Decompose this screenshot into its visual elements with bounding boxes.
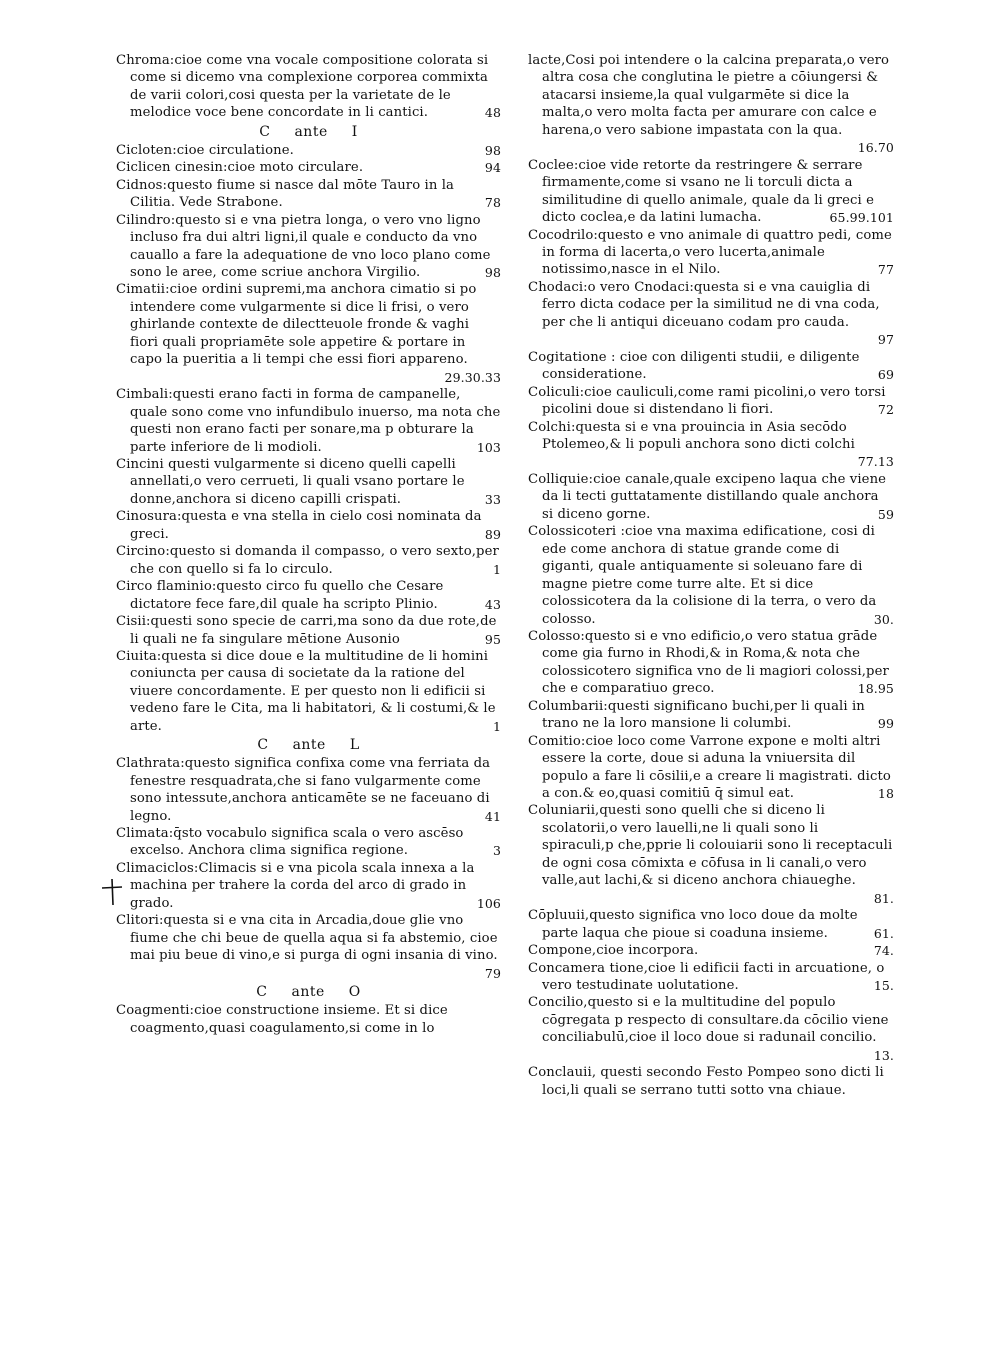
right-column: [528, 52, 894, 1099]
glossary-entry: [528, 157, 894, 227]
glossary-entry: [528, 628, 894, 698]
section-heading: [116, 735, 501, 755]
glossary-entry: [528, 349, 894, 384]
heading-part: C: [256, 984, 268, 1001]
glossary-entry: [116, 648, 501, 735]
entry-text: Climata:q̄sto vocabulo significa scala o vero ascēso excelso. Anchora clima significa regione.: [116, 826, 464, 859]
entry-text: Ciclicen cinesin:cioe moto circulare.: [116, 160, 364, 176]
page-reference: 89: [484, 526, 501, 542]
section-heading: [116, 122, 501, 142]
page-reference: 30.: [873, 611, 894, 627]
glossary-entry: [116, 142, 501, 159]
heading-part: L: [349, 737, 360, 754]
glossary-entry: [116, 1002, 501, 1037]
heading-part: C: [257, 737, 269, 754]
entry-text: Comitio:cioe loco come Varrone expone e molti altri essere la corte, doue si aduna la vniuersita dil populo a fare li cōsilii,e a creare li magistrati. dicto a con.& eo,quasi comitiū q̄ simul eat.: [528, 733, 891, 802]
page-reference: 81.: [873, 890, 894, 906]
page-reference: 99: [877, 716, 894, 732]
entry-text: Coluniarii,questi sono quelli che si diceno li scolatorii,o vero lauelli,ne li quali sono li spiraculi,p che,pprie li colouiarii sono li receptaculi de ogni cosa cōmixta e cōfusa in li canali,o vero valle,aut lachi,& si diceno anchora chiaueghe.: [528, 803, 893, 889]
page-reference: 43: [484, 596, 501, 612]
glossary-entry: [528, 994, 894, 1064]
glossary-entry: [528, 279, 894, 349]
heading-part: ante: [291, 984, 325, 1001]
page-reference: 13.: [873, 1047, 894, 1063]
left-column: [116, 52, 501, 1037]
heading-part: O: [348, 984, 361, 1001]
heading-part: C: [259, 123, 271, 140]
page-reference: 94: [484, 160, 501, 176]
glossary-entry: [528, 960, 894, 995]
glossary-entry: [528, 1064, 894, 1099]
glossary-entry: [116, 212, 501, 282]
glossary-entry: [116, 543, 501, 578]
glossary-entry: [116, 755, 501, 825]
entry-text: Coliculi:cioe cauliculi,come rami picolini,o vero torsi picolini doue si distendano li fiori.: [528, 384, 886, 418]
entry-text: Coclee:cioe vide retorte da restringere & serrare firmamente,come si vsano ne li torculi dicta a similitudine di quello animale, quale da li greci e dicto coclea,e da latini lumacha.: [528, 157, 874, 226]
page-reference: 97: [877, 332, 894, 348]
entry-text: Cimatii:cioe ordini supremi,ma anchora cimatio si po intendere come vulgarmente si dice li frisi, o vero ghirlande contexte de dilectteuole fronde & vaghi fiori quali propriamēte sole appetire & portare in capo la pueritia a li tempi che essi fiori appareno.: [116, 282, 477, 368]
glossary-entry: [528, 471, 894, 523]
entry-text: Cogitatione : cioe con diligenti studii, e diligente consideratione.: [528, 349, 860, 383]
glossary-entry: [116, 508, 501, 543]
entry-text: Concilio,questo si e la multitudine del populo cōgregata p respecto di consultare.da cōcilio viene conciliabulū,cioe il loco doue si radunail concilio.: [528, 995, 889, 1046]
entry-text: Clitori:questa si e vna cita in Arcadia,doue glie vno fiume che chi beue de quella aqua si fa abstemio, cioe mai piu beue di vino,e si purga di ogni insania di vino.: [116, 913, 498, 964]
entry-text: Columbarii:questi significano buchi,per li quali in trano ne la loro mansione li columbi.: [528, 698, 865, 732]
page-reference: 59: [877, 506, 894, 522]
glossary-entry: [116, 456, 501, 508]
entry-text: Cinosura:questa e vna stella in cielo cosi nominata da greci.: [116, 509, 482, 542]
glossary-entry: [116, 159, 501, 176]
page-reference: 74.: [873, 943, 894, 959]
glossary-entry: [116, 825, 501, 860]
page-reference: 29.30.33: [444, 369, 501, 385]
entry-text: Cocodrilo:questo e vno animale di quattro pedi, come in forma di lacerta,o vero lucerta,animale notissimo,nasce in el Nilo.: [528, 227, 892, 278]
page-reference: 3: [492, 843, 501, 859]
entry-text: Colliquie:cioe canale,quale excipeno laqua che viene da li tecti guttatamente distillando quale anchora si diceno gorne.: [528, 471, 887, 522]
entry-text: Coagmenti:cioe constructione insieme. Et si dice coagmento,quasi coagulamento,si come in lo: [116, 1003, 448, 1036]
glossary-entry: [528, 698, 894, 733]
glossary-entry: [528, 523, 894, 628]
entry-text: Circino:questo si domanda il compasso, o vero sexto,per che con quello si fa lo circulo.: [116, 544, 499, 577]
glossary-entry: [528, 802, 894, 907]
glossary-entry: [528, 384, 894, 419]
entry-text: Climaciclos:Climacis si e vna picola scala innexa a la machina per trahere la corda del arco di grado in grado.: [116, 860, 475, 911]
page-reference: 41: [484, 808, 501, 824]
entry-text: Colossicoteri :cioe vna maxima edificatione, cosi di ede come anchora di statue grande come di giganti, quale antiquamente si soleuano fare di magne pietre come turre alte. Et si dice colossicotera da la colisione di la terra, o vero da colosso.: [528, 524, 877, 627]
glossary-entry: [528, 419, 894, 471]
entry-text: Circo flaminio:questo circo fu quello che Cesare dictatore fece fare,dil quale ha scripto Plinio.: [116, 579, 444, 612]
entry-text: Conclauii, questi secondo Festo Pompeo sono dicti li loci,li quali se serrano tutti sotto vna chiaue.: [528, 1065, 884, 1098]
page-reference: 33: [484, 491, 501, 507]
entry-text: Chroma:cioe come vna vocale compositione colorata si come si dicemo vna complexione corporea commixta de varii colori,cosi questa per la varietate de le melodice voce bene concordate in li cantici.: [116, 53, 489, 121]
page-reference: 16.70: [857, 140, 894, 156]
glossary-entry: [528, 733, 894, 803]
page-reference: 106: [476, 895, 501, 911]
glossary-entry: [528, 942, 894, 959]
entry-text: Cincini questi vulgarmente si diceno quelli capelli annellati,o vero cerrueti, li quali vsano portare le donne,anchora si diceno capilli crispati.: [116, 456, 465, 507]
entry-text: Ciuita:questa si dice doue e la multitudine de li homini coniuncta per causa di societate da la ratione del viuere concordamente. E per questo non li edificii si vedeno fare le Cita, ma li habitatori, & li costumi,& le arte.: [116, 648, 496, 734]
heading-part: I: [351, 123, 358, 140]
entry-text: Chodaci:o vero Cnodaci:questa si e vna cauiglia di ferro dicta codace per la similitud ne di vna coda, per che li antiqui diceuano codam pro cauda.: [528, 279, 880, 330]
glossary-entry: [116, 52, 501, 122]
glossary-entry: [116, 578, 501, 613]
page-reference: 65.99.101: [829, 210, 894, 226]
glossary-entry: [528, 52, 894, 157]
page-reference: 18: [877, 786, 894, 802]
page-reference: 61.: [873, 925, 894, 941]
entry-text: lacte,Cosi poi intendere o la calcina preparata,o vero altra cosa che conglutina le pietre a cōiungersi & atacarsi insieme,la qual vulgarmēte si dice la malta,o vero molta facta per amurare con calce e harena,o vero sabione impastata con la qua.: [528, 53, 890, 138]
entry-text: Cicloten:cioe circulatione.: [116, 142, 294, 158]
heading-part: ante: [294, 123, 328, 140]
page-reference: 77.13: [857, 454, 894, 470]
entry-text: Compone,cioe incorpora.: [528, 943, 699, 959]
glossary-entry: [116, 177, 501, 212]
glossary-entry: [528, 227, 894, 279]
glossary-entry: [116, 281, 501, 386]
page-reference: 95: [484, 631, 501, 647]
page-reference: 103: [476, 439, 501, 455]
page-reference: 18.95: [857, 681, 894, 697]
glossary-entry: [116, 386, 501, 456]
entry-text: Colchi:questa si e vna prouincia in Asia secōdo Ptolemeo,& li populi anchora sono dicti colchi: [528, 419, 855, 452]
page-reference: 77: [877, 262, 894, 278]
entry-text: Colosso:questo si e vno edificio,o vero statua grāde come gia furno in Rhodi,& in Roma,& nota che colossicotero significa vno de li magiori colossi,per che e comparatiuo greco.: [528, 628, 889, 697]
page-reference: 15.: [873, 978, 894, 994]
entry-text: Cimbali:questi erano facti in forma de campanelle, quale sono come vno infundibulo inuerso, ma nota che questi non erano facti per sonare,ma p obturare la parte inferiore de li modioli.: [116, 387, 501, 455]
page-reference: 72: [877, 402, 894, 418]
page-reference: 78: [484, 195, 501, 211]
entry-text: Cidnos:questo fiume si nasce dal mōte Tauro in la Cilitia. Vede Strabone.: [116, 177, 455, 211]
entry-text: Concamera tione,cioe li edificii facti in arcuatione, o vero testudinate uolutatione.: [528, 960, 885, 994]
page-reference: 98: [484, 142, 501, 158]
section-heading: [116, 982, 501, 1002]
page-reference: 69: [877, 367, 894, 383]
glossary-entry: [116, 860, 501, 912]
glossary-entry: [116, 912, 501, 982]
entry-text: Clathrata:questo significa confixa come vna ferriata da fenestre resquadrata,che si fano vulgarmente come sono intessute,anchora anticamēte se ne faceuano di legno.: [116, 756, 491, 824]
entry-text: Cōpluuii,questo significa vno loco doue da molte parte laqua che pioue si coaduna insieme.: [528, 908, 858, 941]
page-reference: 48: [484, 105, 501, 121]
page-reference: 98: [484, 264, 501, 280]
glossary-entry: [528, 907, 894, 942]
heading-part: ante: [292, 737, 326, 754]
page-reference: 1: [492, 561, 501, 577]
entry-text: Cilindro:questo si e vna pietra longa, o vero vno ligno incluso fra dui altri ligni,il quale e conducto da vno cauallo a fare la adequatione de vno loco plano come sono le aree, come scriue anchora Virgilio.: [116, 212, 491, 280]
entry-text: Cisii:questi sono specie de carri,ma sono da due rote,de li quali ne fa singulare mētione Ausonio: [116, 614, 497, 647]
glossary-entry: [116, 613, 501, 648]
page-reference: 79: [484, 965, 501, 981]
page-reference: 1: [492, 718, 501, 734]
